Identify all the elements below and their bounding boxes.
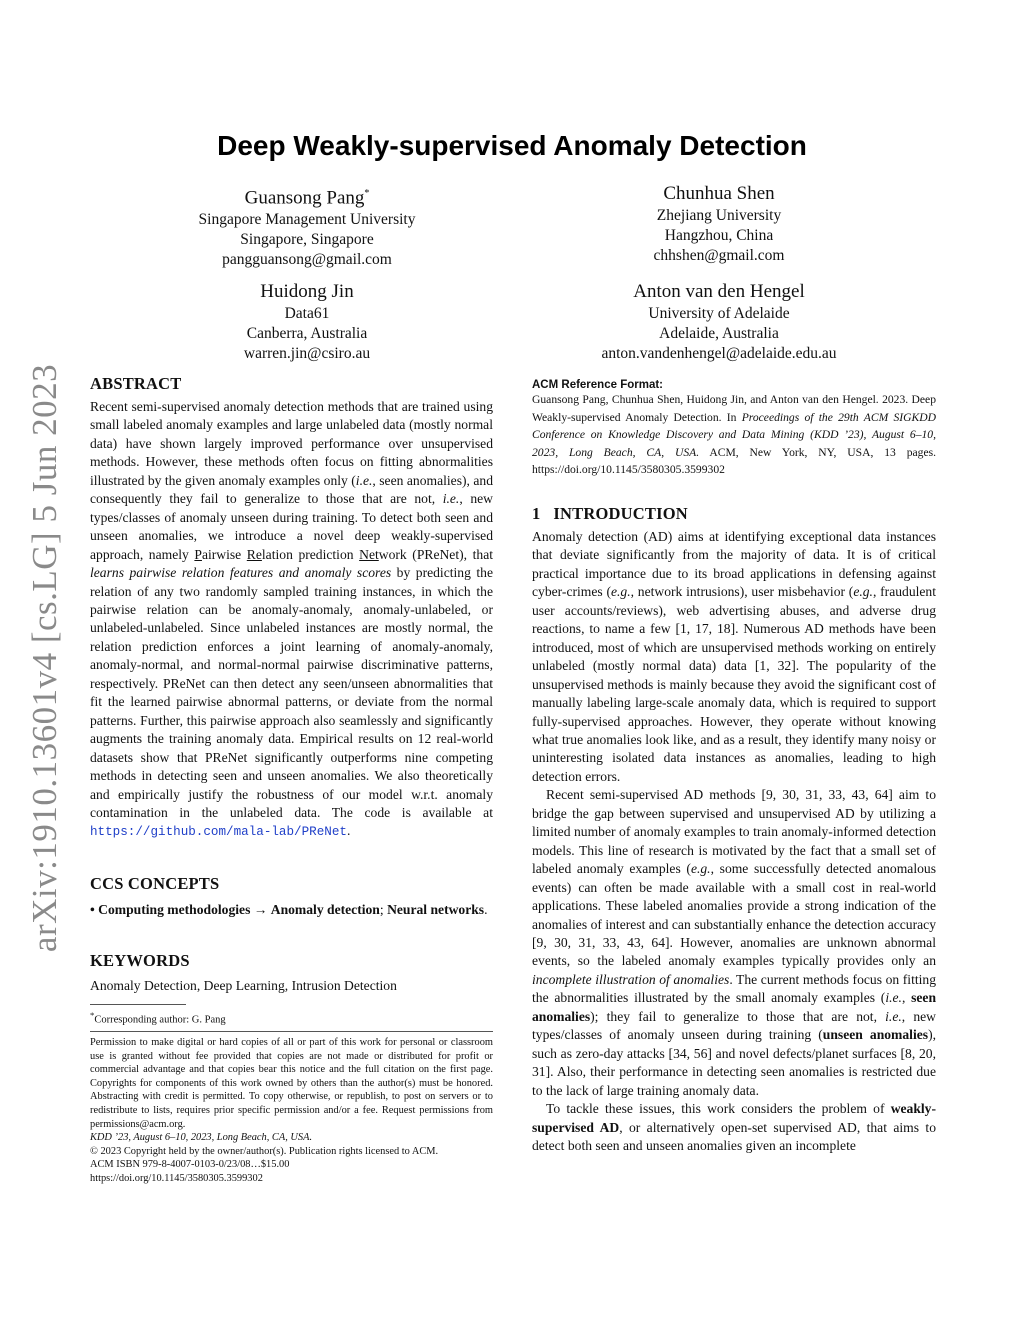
permission-text: Permission to make digital or hard copies of all or part of this work for personal or classroom use is granted without fee provided that copies are not made or distributed for profit or commercial advantage and that copies bear this notice and the full citation on the first page. Copyrights for components of this work owned by others than the author(s) must be honored. Abstracting with credit is permitted. To copy otherwise, or republish, to post on servers or to redistribute to lists, requires prior specific permission and/or a fee. Request permissions from permissions@acm.org. — [90, 1037, 493, 1130]
keywords-section — [90, 951, 493, 995]
acm-reference-heading: ACM Reference Format: — [532, 379, 663, 391]
permission-doi: https://doi.org/10.1145/3580305.3599302 — [90, 1172, 263, 1184]
author-block — [97, 182, 517, 270]
arxiv-stamp-text: arXiv:1910.13601v4 [cs.LG] 5 Jun 2023 — [25, 363, 64, 953]
introduction-section — [532, 504, 936, 1155]
arxiv-stamp — [10, 363, 80, 953]
author-location: Hangzhou, China — [664, 227, 774, 244]
footnote-divider — [90, 1004, 186, 1005]
permission-divider — [90, 1031, 493, 1032]
footnote: *Corresponding author: G. Pang — [90, 1010, 226, 1026]
ccs-heading: CCS CONCEPTS — [90, 874, 220, 893]
acm-reference-text: Guansong Pang, Chunhua Shen, Huidong Jin, and Anton van den Hengel. 2023. Deep Weakly-supervised Anomaly Detection. In Proceedings of the 29th ACM SIGKDD Conference on Knowledge Discovery and Data Mining (KDD ’23), August 6–10, 2023, Long Beach, CA, USA. ACM, New York, NY, USA, 13 pages. https://doi.org/10.1145/3580305.3599302 — [532, 393, 937, 476]
author-affiliation: Zhejiang University — [656, 207, 782, 224]
author-block — [509, 280, 929, 364]
permission-block — [90, 1036, 493, 1186]
author-location: Canberra, Australia — [246, 325, 368, 342]
author-email: anton.vandenhengel@adelaide.edu.au — [601, 345, 837, 362]
abstract-heading: ABSTRACT — [90, 374, 182, 393]
author-affiliation: Data61 — [284, 305, 330, 322]
code-link[interactable]: https://github.com/mala-lab/PReNet — [90, 825, 347, 840]
permission-isbn: ACM ISBN 979-8-4007-0103-0/23/08…$15.00 — [90, 1159, 290, 1171]
abstract-text: Recent semi-supervised anomaly detection methods that are trained using small labeled anomaly examples and large unlabeled data (mostly normal data) have shown largely improved performance over unsupervised methods. However, these methods often focus on fitting abnormalities illustrated by the given anomaly examples only (i.e., seen anomalies), and consequently they fail to generalize to those that are not, i.e., new types/classes of anomaly unseen during training. To detect both seen and unseen anomalies, we introduce a novel deep weakly-supervised approach, namely Pairwise Relation prediction Network (PReNet), that learns pairwise relation features and anomaly scores by predicting the relation of any two randomly sampled training instances, in which the pairwise relation can be anomaly-anomaly, anomaly-unlabeled, or unlabeled-unlabeled. Since unlabeled instances are mostly normal, the relation prediction enforces a joint learning of anomaly-anomaly, anomaly-normal, and normal-normal pairwise discriminative patterns, respectively. PReNet can then detect any seen/unseen abnormalities that fit the learned pairwise abnormal patterns, or deviate from the normal patterns. Further, this pairwise approach also seamlessly and significantly augments the training anomaly data. Empirical results on 12 real-world datasets show that PReNet significantly outperforms nine competing methods in detecting seen and unseen anomalies. We also theoretically and empirically justify the robustness of our model w.r.t. anomaly contamination in the unlabeled data. The code is available at https://github.com/mala-lab/PReNet. — [90, 399, 494, 840]
author-email: warren.jin@csiro.au — [243, 345, 371, 362]
intro-paragraph: To tackle these issues, this work considers the problem of weakly-supervised AD, or alternatively open-set supervised AD, that aims to detect both seen and unseen anomalies given an incomplete — [532, 1101, 936, 1153]
permission-copyright: © 2023 Copyright held by the owner/author(s). Publication rights licensed to ACM. — [90, 1145, 439, 1157]
author-block — [509, 182, 929, 266]
author-block — [97, 280, 517, 364]
author-name: Anton van den Hengel — [633, 281, 805, 302]
author-name: Huidong Jin — [260, 281, 354, 302]
intro-paragraph: Anomaly detection (AD) aims at identifying exceptional data instances that deviate significantly from the majority of data. It is of critical practical importance due to its broad applications in defensing against cyber-crimes (e.g., network intrusions), user misbehavior (e.g., fraudulent user accounts/reviews), web advertising abuses, and adverse drug reactions, to name a few [1, 17, 18]. Numerous AD methods have been introduced, most of which are unsupervised methods working on entirely unlabeled (mostly normal data) data [1, 32]. The popularity of the unsupervised methods is mainly because they avoid the significant cost of manually labeling large-scale anomaly data, which is required to support fully-supervised approaches. However, they operate without knowing what true anomalies look like, and as a result, they identify many noisy or uninteresting isolated data instances as anomalies, leading to high detection errors. — [532, 529, 936, 784]
author-name: Guansong Pang* — [244, 187, 370, 209]
author-location: Singapore, Singapore — [240, 231, 374, 249]
paper-title: Deep Weakly-supervised Anomaly Detection — [217, 130, 807, 161]
author-location: Adelaide, Australia — [659, 325, 779, 342]
ccs-section — [90, 874, 493, 919]
author-email: chhshen@gmail.com — [653, 247, 785, 264]
introduction-heading: 1 INTRODUCTION — [532, 504, 688, 523]
keywords-text: Anomaly Detection, Deep Learning, Intrusion Detection — [90, 978, 397, 993]
permission-venue: KDD ’23, August 6–10, 2023, Long Beach, CA, USA. — [90, 1132, 313, 1144]
intro-paragraph: Recent semi-supervised AD methods [9, 30, 31, 33, 43, 64] aim to bridge the gap between supervised and unsupervised AD by utilizing a limited number of anomaly examples to train anomaly-informed detection models. This line of research is motivated by the fact that a small set of labeled anomaly examples (e.g., some successfully detected anomalous events) can often be made available with a small cost in real-world applications. These labeled anomalies provide a strong indication of the anomalies of interest and can substantially enhance the detection accuracy [9, 30, 31, 33, 43, 64]. However, anomalies are unknown abnormal events, so the labeled anomaly examples typically provides only an incomplete illustration of anomalies. The current methods focus on fitting the abnormalities illustrated by the small anomaly examples (i.e., seen anomalies); they fail to generalize to those that are not, i.e., new types/classes of anomaly unseen during training (unseen anomalies), such as zero-day attacks [34, 56] and novel defects/planet surfaces [8, 20, 31]. Also, their performance in detecting seen anomalies is restricted due to the lack of large training anomaly data. — [532, 787, 937, 1098]
ccs-text: • Computing methodologies → Anomaly detection; Neural networks. — [90, 902, 488, 917]
abstract-section — [90, 374, 493, 842]
author-affiliation: Singapore Management University — [198, 211, 416, 229]
acm-reference — [532, 379, 936, 479]
author-affiliation: University of Adelaide — [648, 305, 790, 322]
author-name: Chunhua Shen — [663, 183, 775, 204]
keywords-heading: KEYWORDS — [90, 951, 190, 970]
author-email: pangguansong@gmail.com — [222, 251, 392, 269]
